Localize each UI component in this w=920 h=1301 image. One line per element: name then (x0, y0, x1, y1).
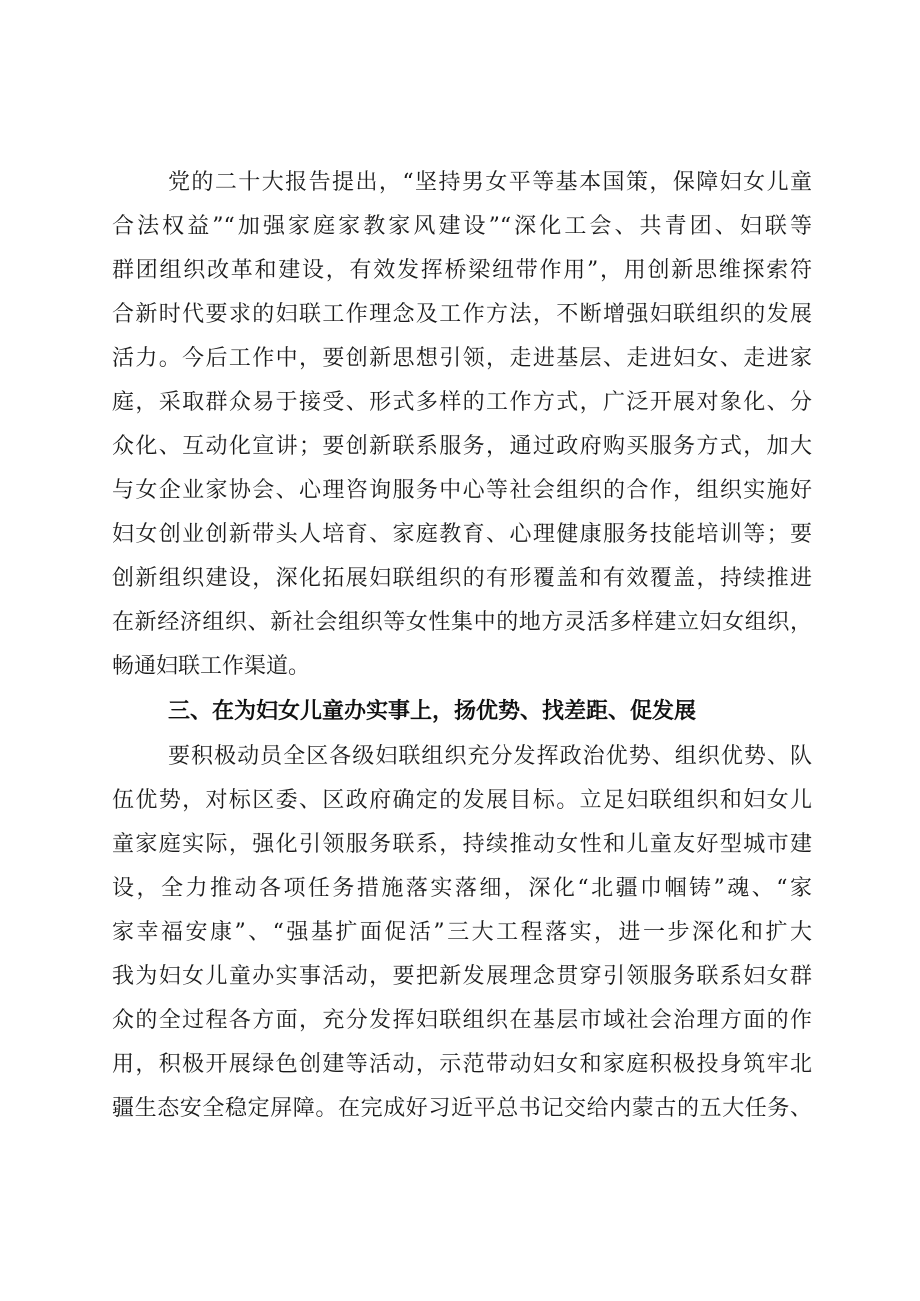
paragraph-2-line: 设，全力推动各项任务措施落实落细，深化“北疆巾帼铸”魂、“家 (112, 876, 812, 901)
paragraph-2-line: 童家庭实际，强化引领服务联系，持续推动女性和儿童友好型城市建 (112, 832, 812, 857)
paragraph-2-line: 用，积极开展绿色创建等活动，示范带动妇女和家庭积极投身筑牢北 (112, 1052, 812, 1077)
section-heading: 三、在为妇女儿童办实事上，扬优势、找差距、促发展 (168, 699, 697, 724)
paragraph-1-line: 合新时代要求的妇联工作理念及工作方法，不断增强妇联组织的发展 (112, 302, 812, 327)
paragraph-2-line: 疆生态安全稳定屏障。在完成好习近平总书记交给内蒙古的五大任务、 (112, 1096, 812, 1121)
paragraph-2-line: 要积极动员全区各级妇联组织充分发挥政治优势、组织优势、队 (168, 744, 812, 769)
paragraph-1-line: 众化、互动化宣讲；要创新联系服务，通过政府购买服务方式，加大 (112, 434, 812, 459)
paragraph-2-line: 众的全过程各方面，充分发挥妇联组织在基层市域社会治理方面的作 (112, 1008, 812, 1033)
paragraph-1-line: 在新经济组织、新社会组织等女性集中的地方灵活多样建立妇女组织， (112, 610, 812, 635)
paragraph-1-line: 庭，采取群众易于接受、形式多样的工作方式，广泛开展对象化、分 (112, 390, 812, 415)
paragraph-1-line: 与女企业家协会、心理咨询服务中心等社会组织的合作，组织实施好 (112, 478, 812, 503)
paragraph-1-line: 合法权益”“加强家庭家教家风建设”“深化工会、共青团、妇联等 (112, 214, 812, 239)
paragraph-1-line: 创新组织建设，深化拓展妇联组织的有形覆盖和有效覆盖，持续推进 (112, 566, 812, 591)
paragraph-1-line: 群团组织改革和建设，有效发挥桥梁纽带作用”，用创新思维探索符 (112, 258, 812, 283)
paragraph-2-line: 家幸福安康”、“强基扩面促活”三大工程落实，进一步深化和扩大 (112, 920, 812, 945)
paragraph-2-line: 伍优势，对标区委、区政府确定的发展目标。立足妇联组织和妇女儿 (112, 788, 812, 813)
paragraph-1-line: 党的二十大报告提出，“坚持男女平等基本国策，保障妇女儿童 (168, 170, 812, 195)
paragraph-1-line: 妇女创业创新带头人培育、家庭教育、心理健康服务技能培训等；要 (112, 522, 812, 547)
paragraph-2-line: 我为妇女儿童办实事活动，要把新发展理念贯穿引领服务联系妇女群 (112, 964, 812, 989)
paragraph-1-line: 活力。今后工作中，要创新思想引领，走进基层、走进妇女、走进家 (112, 346, 812, 371)
paragraph-1-line: 畅通妇联工作渠道。 (112, 654, 311, 679)
